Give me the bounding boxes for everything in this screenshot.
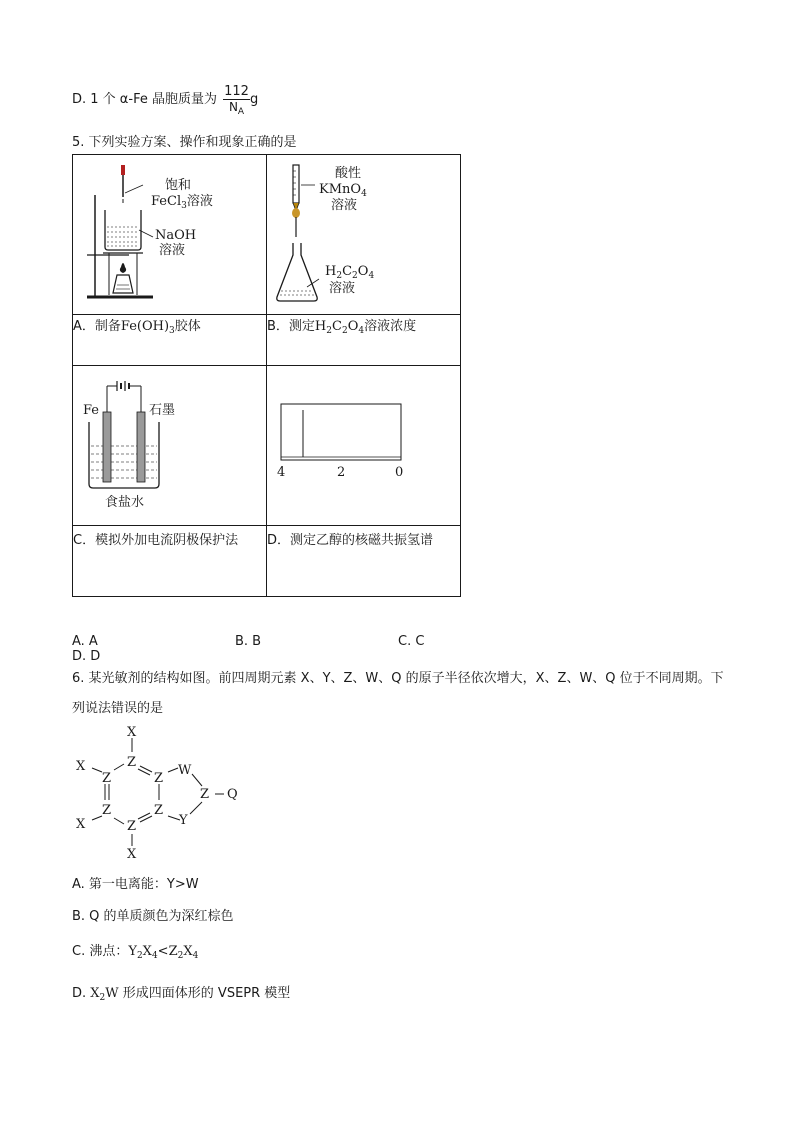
choice-a[interactable]: A. A <box>72 634 98 649</box>
atom-x-lower-left: X <box>76 817 86 832</box>
fraction-numerator: 112 <box>224 84 249 99</box>
fraction <box>223 84 250 115</box>
atom-z-top: Z <box>127 755 137 770</box>
tick-4: 4 <box>277 465 286 480</box>
figure-a-heating-setup <box>73 155 266 310</box>
figure-c-electrolysis <box>73 366 266 521</box>
atom-y: Y <box>179 813 188 828</box>
q5-stem: 5. 下列实验方案、操作和现象正确的是 <box>72 135 297 150</box>
figure-d-nmr-spectrum <box>267 366 460 521</box>
cell-fig-b <box>267 155 461 315</box>
atom-x-top: X <box>127 725 137 740</box>
q6-stem: 6. 某光敏剂的结构如图。前四周期元素 X、Y、Z、W、Q 的原子半径依次增大，X、Z、W、Q 位于不同周期。下列说法错误的是 <box>72 671 724 716</box>
atom-w: W <box>178 763 192 778</box>
figure-b-titration <box>267 155 460 310</box>
label-kmno4-solution: 溶液 <box>331 198 358 213</box>
atom-x-bottom: X <box>127 847 137 862</box>
unit: g <box>249 92 259 107</box>
label-fecl3: FeCl$_3$溶液 <box>151 194 213 211</box>
caption-c: C．模拟外加电流阴极保护法 <box>73 526 267 597</box>
choice-b[interactable]: B. B <box>235 634 262 649</box>
label-kmno4: KMnO$_4$ <box>319 182 367 199</box>
denominator-n: N <box>228 100 238 114</box>
atom-z-lower-left: Z <box>102 803 112 818</box>
atom-q: Q <box>227 787 238 802</box>
label-brine: 食盐水 <box>105 495 145 510</box>
caption-a: A．制备$Fe(OH)_3$胶体 <box>73 315 267 366</box>
label-graphite: 石墨 <box>149 403 176 418</box>
q6-option-d[interactable]: D. $X_2W$ 形成四面体形的 VSEPR 模型 <box>72 986 291 1003</box>
label-naoh: NaOH <box>155 228 197 243</box>
denominator-sub: A <box>237 107 245 117</box>
atom-x-upper-left: X <box>76 759 86 774</box>
q5-choices <box>72 634 722 664</box>
atom-z-upper-left: Z <box>102 771 112 786</box>
atom-z-ring-upper: Z <box>154 771 164 786</box>
atom-z-ring-lower: Z <box>154 803 164 818</box>
tick-2: 2 <box>337 465 346 480</box>
label-saturated: 饱和 <box>165 178 192 193</box>
q6-structure-diagram <box>72 722 272 862</box>
choice-c[interactable]: C. C <box>398 634 425 649</box>
fraction-denominator <box>223 100 250 115</box>
label-h2c2o4-solution: 溶液 <box>329 281 356 296</box>
atom-z-right: Z <box>200 787 210 802</box>
tick-0: 0 <box>395 465 404 480</box>
prev-option-d-text: D. 1 个 α-Fe 晶胞质量为 <box>72 92 217 107</box>
prev-option-d <box>72 84 258 115</box>
label-h2c2o4: $H_2C_2O_4$ <box>325 264 375 281</box>
caption-b: B．测定$H_2C_2O_4$溶液浓度 <box>267 315 461 366</box>
q6-option-b[interactable]: B. Q 的单质颜色为深红棕色 <box>72 909 234 924</box>
caption-d: D．测定乙醇的核磁共振氢谱 <box>267 526 461 597</box>
cell-fig-c <box>73 366 267 526</box>
label-naoh-solution: 溶液 <box>159 243 186 258</box>
q6-option-c[interactable]: C. 沸点：$Y_2X_4<Z_2X_4$ <box>72 944 199 961</box>
cell-fig-d <box>267 366 461 526</box>
label-fe: Fe <box>83 403 100 418</box>
atom-z-bottom: Z <box>127 819 137 834</box>
q6-option-a[interactable]: A. 第一电离能：Y>W <box>72 877 199 892</box>
choice-d[interactable]: D. D <box>72 649 101 664</box>
label-acidic: 酸性 <box>335 166 362 181</box>
q5-table <box>72 154 461 597</box>
cell-fig-a <box>73 155 267 315</box>
